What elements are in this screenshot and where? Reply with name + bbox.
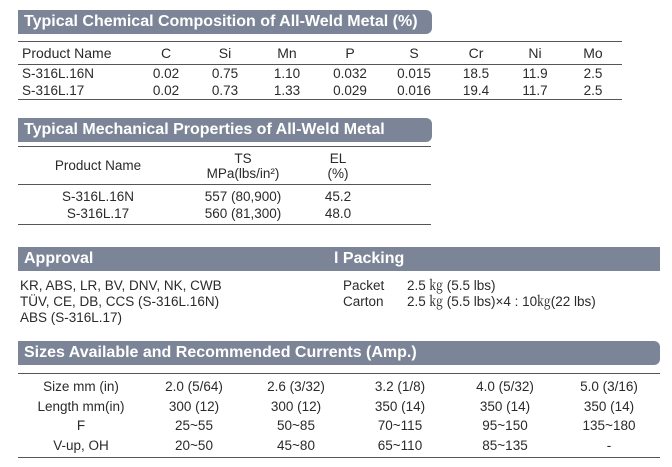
- packing-title: l Packing: [334, 250, 405, 267]
- approval-line: ABS (S-316L.17): [20, 310, 123, 325]
- table-cell: 350 (14): [479, 398, 531, 414]
- column-header: Si: [194, 42, 256, 65]
- approval-packing-bar: [18, 247, 660, 271]
- table-cell: 300 (12): [270, 398, 322, 414]
- table-cell: 5.0 (3/16): [580, 379, 638, 394]
- table-cell: 135~180: [582, 418, 636, 433]
- row-label: Size mm (in): [43, 379, 119, 394]
- column-header: Cr: [446, 42, 506, 65]
- table-cell: 0.02: [152, 66, 180, 81]
- packing-label: Packet: [343, 278, 385, 293]
- packing-value: 2.5 ㎏ (5.5 lbs): [407, 278, 496, 293]
- table-cell: 45.2: [324, 189, 352, 204]
- table-cell-empty: [368, 205, 431, 225]
- table-row: [18, 205, 431, 225]
- table-row: [18, 397, 660, 417]
- mechanical-properties-table: [18, 146, 431, 225]
- table-row: [18, 374, 660, 397]
- column-header: S: [382, 42, 446, 65]
- table-row: [18, 185, 431, 206]
- table-cell: 1.10: [273, 66, 301, 81]
- sizes-table: [18, 373, 660, 458]
- column-header-el: [308, 147, 368, 185]
- table-cell: 50~85: [277, 418, 315, 433]
- column-header: C: [138, 42, 194, 65]
- table-cell: 3.2 (1/8): [374, 379, 426, 394]
- column-header: Mn: [256, 42, 318, 65]
- table-cell: 48.0: [308, 205, 368, 225]
- table-row: [18, 416, 660, 436]
- table-cell: 560 (81,300): [178, 205, 308, 225]
- table-cell: 0.75: [211, 66, 239, 81]
- table-cell: 0.032: [333, 66, 367, 81]
- table-cell: S-316L.17: [18, 82, 138, 100]
- mechanical-properties-title: Typical Mechanical Properties of All-Weld Metal: [18, 118, 432, 142]
- table-cell: 2.6 (3/32): [267, 379, 325, 394]
- column-spacer: [368, 147, 431, 185]
- table-cell: 2.5: [564, 82, 622, 100]
- table-cell: 0.016: [382, 82, 446, 100]
- table-cell: 65~110: [377, 437, 423, 453]
- table-cell: 4.0 (5/32): [476, 379, 534, 394]
- approval-title: Approval: [24, 250, 94, 267]
- table-cell: 11.9: [522, 66, 548, 81]
- column-header-product: Product Name: [18, 147, 178, 185]
- table-cell: 95~150: [482, 418, 528, 433]
- el-unit: (%): [327, 165, 349, 181]
- column-header: Mo: [564, 42, 622, 65]
- table-cell: 1.33: [256, 82, 318, 100]
- column-header: P: [318, 42, 382, 65]
- table-cell: 2.0 (5/64): [165, 379, 223, 394]
- table-cell-empty: [368, 185, 431, 206]
- table-header-row: [18, 147, 431, 185]
- table-cell: 0.02: [138, 82, 194, 100]
- column-header: Ni: [506, 42, 564, 65]
- row-label: V-up, OH: [53, 437, 109, 453]
- table-cell: -: [606, 437, 612, 453]
- table-cell: 70~115: [377, 418, 423, 433]
- approval-line: KR, ABS, LR, BV, DNV, NK, CWB: [20, 278, 222, 293]
- table-cell: 0.029: [318, 82, 382, 100]
- packing-list: [343, 278, 596, 310]
- column-header: Product Name: [18, 42, 138, 65]
- table-cell: 85~135: [482, 437, 528, 453]
- table-cell: 45~80: [277, 437, 315, 453]
- table-row: [18, 65, 622, 83]
- table-row: [18, 82, 622, 100]
- column-header-ts: [178, 147, 308, 185]
- table-cell: S-316L.16N: [61, 189, 135, 204]
- table-row: [18, 436, 660, 458]
- packing-value: 2.5 ㎏ (5.5 lbs)×4 : 10㎏(22 lbs): [407, 294, 596, 309]
- packing-row: [343, 278, 596, 294]
- table-cell: S-316L.16N: [22, 66, 95, 81]
- table-header-row: [18, 42, 622, 65]
- table-cell: 350 (14): [374, 398, 426, 414]
- table-cell: 11.7: [506, 82, 564, 100]
- approval-line: TÜV, CE, DB, CCS (S-316L.16N): [20, 294, 220, 309]
- chemical-composition-title: Typical Chemical Composition of All-Weld Metal (%): [18, 10, 432, 34]
- sizes-title: Sizes Available and Recommended Currents (Amp.): [18, 341, 660, 365]
- table-cell: 20~50: [175, 437, 213, 453]
- el-label: EL: [329, 150, 347, 166]
- table-cell: 25~55: [175, 418, 213, 433]
- table-cell: 18.5: [462, 66, 490, 81]
- table-cell: 19.4: [446, 82, 506, 100]
- ts-label: TS: [234, 150, 252, 166]
- row-label: Length mm(in): [37, 398, 125, 414]
- packing-row: [343, 294, 596, 310]
- packing-label: Carton: [343, 294, 384, 309]
- table-cell: 300 (12): [168, 398, 220, 414]
- approval-list: [20, 278, 222, 326]
- table-cell: 557 (80,900): [204, 189, 282, 204]
- ts-unit: MPa(lbs/in²): [206, 165, 280, 181]
- table-cell: S-316L.17: [18, 205, 178, 225]
- chemical-composition-table: [18, 41, 622, 100]
- table-cell: 2.5: [583, 66, 603, 81]
- table-cell: 0.015: [397, 66, 431, 81]
- table-cell: 0.73: [194, 82, 256, 100]
- table-cell: 350 (14): [583, 398, 635, 414]
- row-label: F: [76, 418, 86, 433]
